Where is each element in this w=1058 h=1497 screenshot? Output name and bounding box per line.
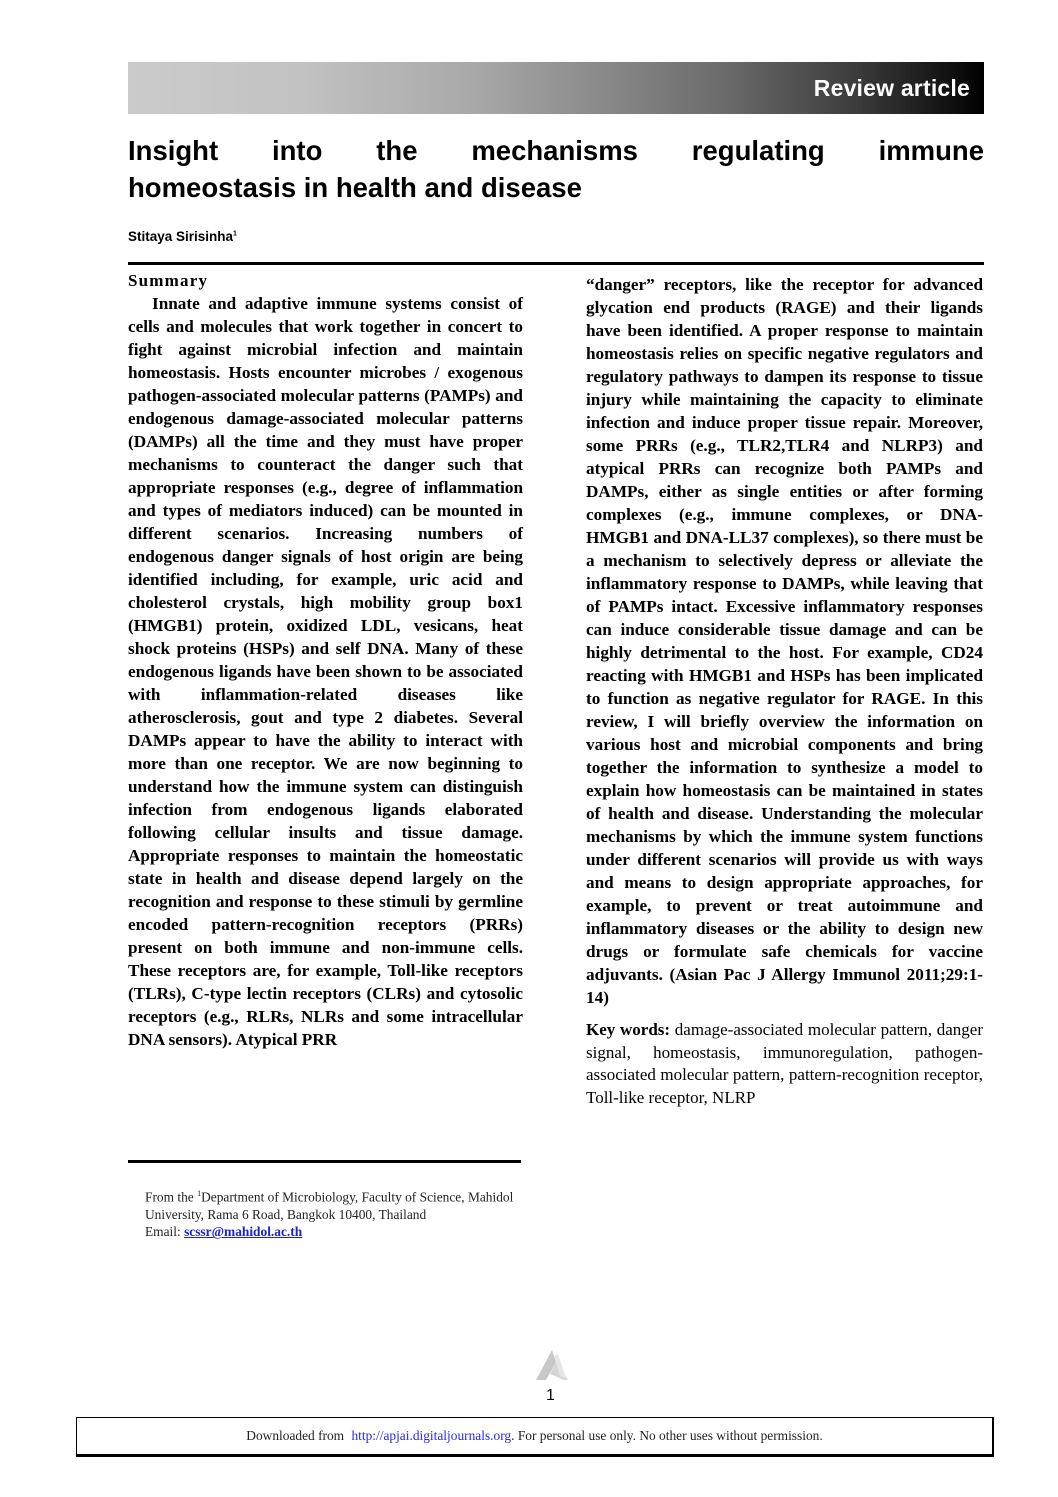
page-number: 1 — [546, 1387, 555, 1404]
author-affiliation-mark: 1 — [233, 230, 237, 238]
summary-right-column — [586, 273, 983, 1109]
title-word: regulating — [691, 135, 825, 166]
affiliation-prefix: From the — [145, 1189, 198, 1205]
author-line — [128, 229, 237, 244]
title-line-2: homeostasis in health and disease — [128, 172, 582, 203]
journal-logo-triangle-icon — [530, 1348, 570, 1384]
title-word: the — [376, 135, 418, 166]
email-label: Email: — [145, 1224, 185, 1240]
affiliation-footnote — [145, 1185, 515, 1241]
title-divider — [128, 262, 984, 265]
title-word: into — [271, 135, 323, 166]
download-notice-suffix: . For personal use only. No other uses without permission. — [511, 1428, 823, 1443]
summary-text-continued: “danger” receptors, like the receptor for advanced glycation end products (RAGE) and their ligands have been identified. A proper response to maintain homeostasis relies on specific negative regulators and regulatory pathways to dampen its response to tissue injury while maintaining the capacity to eliminate infection and induce proper tissue repair. Moreover, some PRRs (e.g., TLR2,TLR4 and NLRP3) and atypical PRRs can recognize both PAMPs and DAMPs, either as single entities or after forming complexes (e.g., immune complexes, or DNA- HMGB1 and DNA-LL37 complexes), so there must be a mechanism to selectively depress or alleviate the inflammatory response to DAMPs, while leaving that of PAMPs intact. Excessive inflammatory responses can induce considerable tissue damage and can be highly detrimental to the host. For example, CD24 reacting with HMGB1 and HSPs has been implicated to function as negative regulator for RAGE. In this review, I will briefly overview the information on various host and microbial components and bring together the information to synthesize a model to explain how homeostasis can be maintained in states of health and disease. Understanding the molecular mechanisms by which the immune system functions under different scenarios will provide us with ways and means to design appropriate approaches, for example, to prevent or treat autoimmune and inflammatory diseases or the ability to design new drugs or formulate safe chemicals for vaccine adjuvants. — [586, 275, 983, 984]
citation: (Asian Pac J Allergy Immunol 2011;29:1-14) — [586, 965, 984, 1007]
summary-left-column — [128, 270, 523, 1051]
affiliation-text: Department of Microbiology, Faculty of Science, Mahidol University, Rama 6 Road, Bangkok 10400, Thailand — [145, 1189, 514, 1222]
keywords — [586, 1019, 983, 1109]
title-line-1 — [128, 132, 984, 169]
summary-paragraph-left: Innate and adaptive immune systems consist of cells and molecules that work together in concert to fight against microbial infection and maintain homeostasis. Hosts encounter microbes / exogenous pathogen-associated molecular patterns (PAMPs) and endogenous damage-associated molecular patterns (DAMPs) all the time and they must have proper mechanisms to counteract the danger such that appropriate responses (e.g., degree of inflammation and types of mediators induced) can be mounted in different scenarios. Increasing numbers of endogenous danger signals of host origin are being identified including, for example, uric acid and cholesterol crystals, high mobility group box1 (HMGB1) protein, oxidized LDL, vesicans, heat shock proteins (HSPs) and self DNA. Many of these endogenous ligands have been shown to be associated with inflammation-related diseases like atherosclerosis, gout and type 2 diabetes. Several DAMPs appear to have the ability to interact with more than one receptor. We are now beginning to understand how the immune system can distinguish infection from endogenous ligands elaborated following cellular insults and tissue damage. Appropriate responses to maintain the homeostatic state in health and disease depend largely on the recognition and response to these stimuli by germline encoded pattern-recognition receptors (PRRs) present on both immune and non-immune cells. These receptors are, for example, Toll-like receptors (TLRs), C-type lectin receptors (CLRs) and cytosolic receptors (e.g., RLRs, NLRs and some intracellular DNA sensors). Atypical PRR — [128, 294, 523, 1049]
title-word: mechanisms — [471, 135, 638, 166]
keywords-text: damage-associated molecular pattern, danger signal, homeostasis, immunoregulation, pathogen-associated molecular pattern, pattern-recognition receptor, Toll-like receptor, NLRP — [586, 1020, 984, 1107]
summary-heading: Summary — [128, 271, 209, 290]
email-link[interactable]: scssr@mahidol.ac.th — [184, 1224, 303, 1240]
article-title — [128, 132, 984, 206]
download-notice-prefix: Downloaded from — [246, 1428, 348, 1443]
title-word: Insight — [128, 135, 219, 166]
title-word: immune — [878, 135, 984, 166]
article-type-banner — [128, 62, 984, 114]
keywords-label: Key words: — [586, 1020, 671, 1039]
affiliation-mark: 1 — [197, 1189, 202, 1198]
journal-url-link[interactable]: http://apjai.digitaljournals.org — [351, 1428, 512, 1443]
footnote-divider — [128, 1160, 521, 1163]
article-type-label: Review article — [813, 74, 970, 101]
download-notice — [76, 1417, 994, 1457]
author-name: Stitaya Sirisinha — [128, 229, 234, 244]
summary-paragraph-right — [586, 273, 983, 1009]
